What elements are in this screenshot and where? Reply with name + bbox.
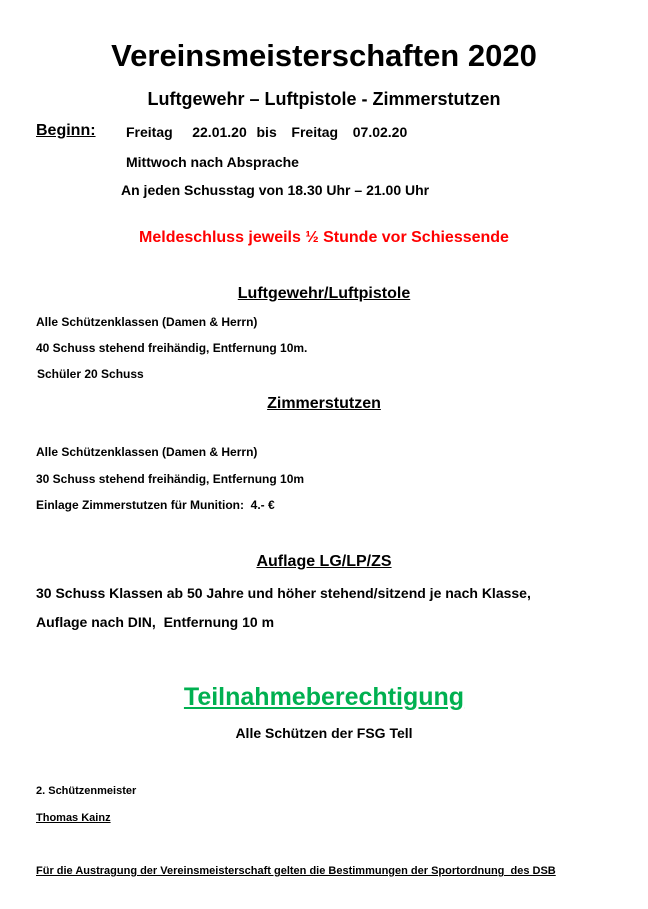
signature-role: 2. Schützenmeister xyxy=(36,785,137,797)
beginn-dates: Freitag 22.01.20 bis Freitag 07.02.20 xyxy=(126,124,408,140)
beginn-extra: Mittwoch nach Absprache xyxy=(126,154,299,170)
beginn-label: Beginn: xyxy=(36,122,96,139)
zs-line-3: Einlage Zimmerstutzen für Munition: 4.- € xyxy=(36,498,275,512)
section-heading-auflage: Auflage LG/LP/ZS xyxy=(256,553,392,570)
lg-line-1: Alle Schützenklassen (Damen & Herrn) xyxy=(36,315,258,329)
zs-line-2: 30 Schuss stehend freihändig, Entfernung 10m xyxy=(36,472,305,486)
document-subtitle: Luftgewehr – Luftpistole - Zimmerstutzen xyxy=(147,89,501,109)
auflage-line-2: Auflage nach DIN, Entfernung 10 m xyxy=(36,614,275,630)
zs-line-1: Alle Schützenklassen (Damen & Herrn) xyxy=(36,445,258,459)
teilnahme-text: Alle Schützen der FSG Tell xyxy=(235,725,413,741)
teilnahme-heading: Teilnahmeberechtigung xyxy=(183,683,465,711)
lg-line-2: 40 Schuss stehend freihändig, Entfernung 10m. xyxy=(36,341,308,355)
deadline-notice: Meldeschluss jeweils ½ Stunde vor Schiessende xyxy=(139,229,509,246)
lg-line-3: Schüler 20 Schuss xyxy=(37,367,144,381)
beginn-time: An jeden Schusstag von 18.30 Uhr – 21.00 Uhr xyxy=(121,182,430,198)
section-heading-lg: Luftgewehr/Luftpistole xyxy=(237,285,411,302)
footer-note: Für die Austragung der Vereinsmeisterschaft gelten die Bestimmungen der Sportordnung des DSB xyxy=(36,865,556,877)
document-title: Vereinsmeisterschaften 2020 xyxy=(111,38,537,73)
auflage-line-1: 30 Schuss Klassen ab 50 Jahre und höher stehend/sitzend je nach Klasse, xyxy=(36,585,531,601)
signature-name: Thomas Kainz xyxy=(36,812,111,824)
section-heading-zs: Zimmerstutzen xyxy=(267,395,381,412)
